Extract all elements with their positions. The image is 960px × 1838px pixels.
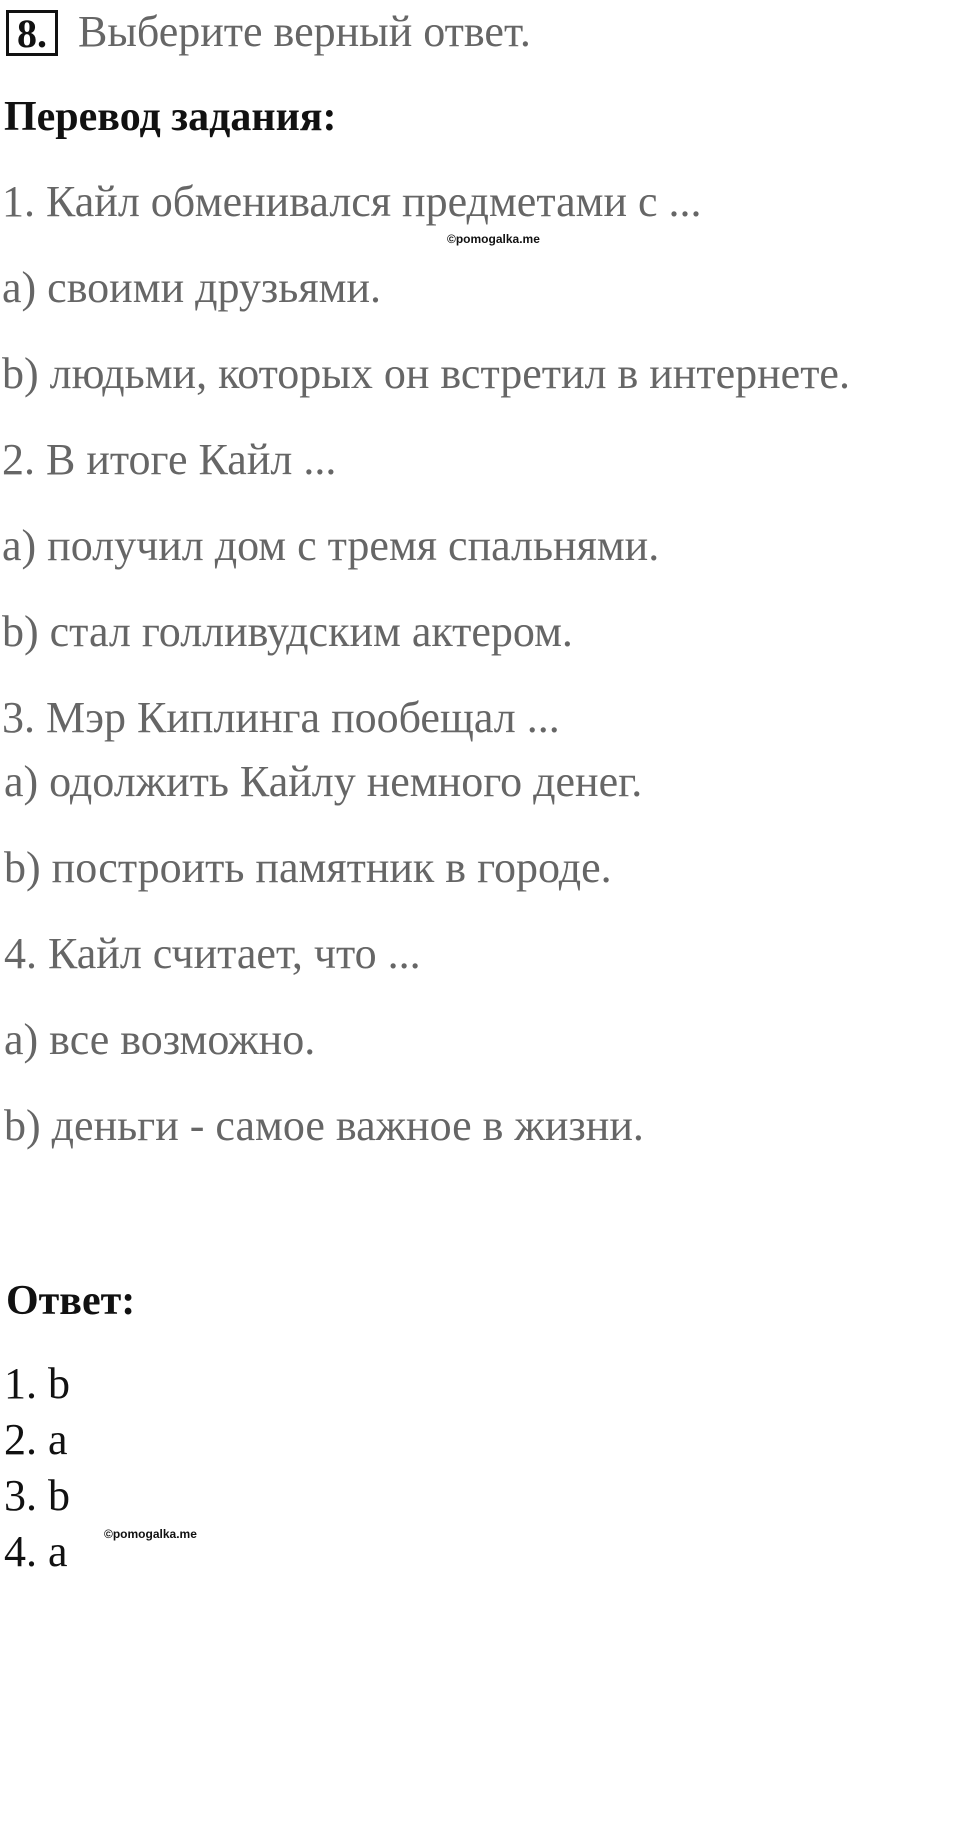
option-4a: а) все возможно.	[4, 1015, 316, 1064]
answer-1: 1. b	[4, 1359, 70, 1408]
question-4: 4. Кайл считает, что ...	[4, 929, 421, 978]
watermark-top: ©pomogalka.me	[447, 232, 540, 246]
option-3b: b) построить памятник в городе.	[4, 843, 612, 892]
task-instruction: Выберите верный ответ.	[78, 7, 531, 56]
option-4b: b) деньги - самое важное в жизни.	[4, 1101, 644, 1150]
watermark-bottom: ©pomogalka.me	[104, 1527, 197, 1541]
translation-heading: Перевод задания:	[4, 94, 337, 140]
answer-3: 3. b	[4, 1471, 70, 1520]
question-1: 1. Кайл обменивался предметами с ...	[2, 177, 702, 226]
answer-2: 2. а	[4, 1415, 68, 1464]
option-3a: а) одолжить Кайлу немного денег.	[4, 757, 643, 806]
question-3: 3. Мэр Киплинга пообещал ...	[2, 693, 560, 742]
answer-heading: Ответ:	[6, 1278, 136, 1324]
answer-4: 4. а	[4, 1527, 68, 1576]
option-2b: b) стал голливудским актером.	[2, 607, 573, 656]
question-2: 2. В итоге Кайл ...	[2, 435, 337, 484]
option-1b: b) людьми, которых он встретил в интернете.	[2, 349, 850, 398]
option-2a: а) получил дом с тремя спальнями.	[2, 521, 660, 570]
option-1a: а) своими друзьями.	[2, 263, 382, 312]
task-number-box: 8.	[6, 10, 58, 56]
